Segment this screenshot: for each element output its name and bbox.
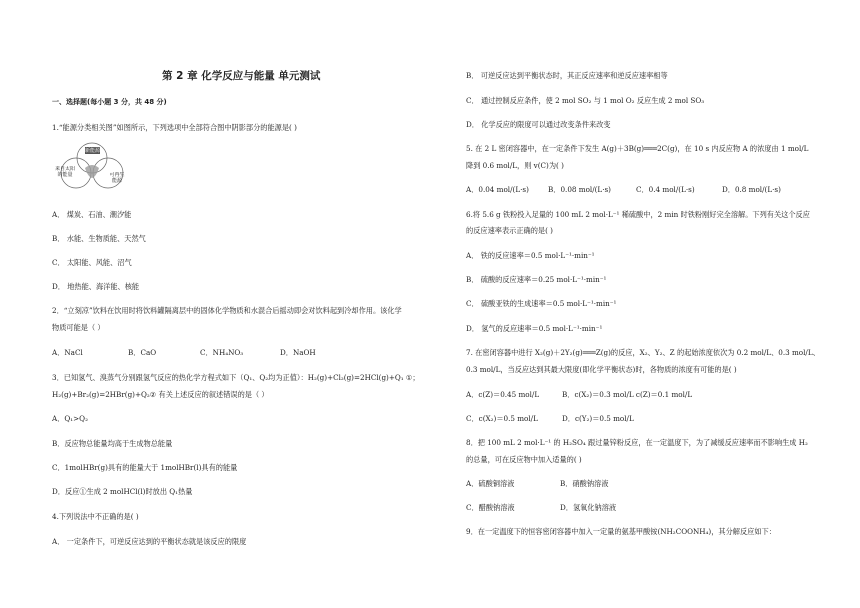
q3-option-b: B．反应物总能量均高于生成物总能量 — [52, 439, 173, 448]
q7-stem-line1: 7. 在密闭容器中进行 X₂(g)＋2Y₂(g)═══Z(g)的反应，X₂、Y₂、Z 的起始浓度依次为 0.2 mol/L、0.3 mol/L、 — [466, 348, 820, 357]
q4-stem: 4.下列说法中不正确的是( ) — [52, 512, 139, 521]
q5-option-a: A．0.04 mol/(L·s) — [466, 185, 529, 194]
q7-stem-line2: 0.3 mol/L，当反应达到其最大限度(即化学平衡状态)时，各物质的浓度有可能的是( ) — [466, 365, 737, 374]
q7-option-c: C．c(X₂)＝0.5 mol/L — [466, 414, 538, 423]
q1-option-a: A． 煤炭、石油、潮汐能 — [52, 210, 132, 219]
q3-option-d: D．反应①生成 2 molHCl(l)时放出 Q₁热量 — [52, 487, 193, 496]
q8-option-c: C．醋酸钠溶液 — [466, 503, 515, 512]
venn-label-renewable: 可再生能源 — [109, 172, 125, 184]
q1-option-b: B． 水能、生物质能、天然气 — [52, 234, 146, 243]
q3-stem-line2: H₂(g)+Br₂(g)=2HBr(g)+Q₂② 有关上述反应的叙述错误的是（ ） — [52, 390, 269, 399]
page-title: 第 2 章 化学反应与能量 单元测试 — [162, 70, 321, 82]
q7-option-d: D．c(Y₂)＝0.5 mol/L — [562, 414, 634, 423]
q6-stem-line2: 的反应速率表示正确的是( ) — [466, 226, 553, 235]
q9-stem: 9．在一定温度下的恒容密闭容器中加入一定量的氨基甲酸铵(NH₂COONH₄)，其分解反应如下： — [466, 527, 776, 536]
q5-option-c: C．0.4 mol/(L·s) — [636, 185, 695, 194]
q2-option-a: A．NaCl — [52, 348, 83, 357]
venn-label-solar: 来自太阳的能量 — [55, 166, 76, 178]
q1-stem: 1.“能源分类相关图”如图所示，下列选项中全部符合图中阴影部分的能源是( ) — [52, 123, 297, 132]
q8-stem-line2: 的总量，可在反应物中加入适量的( ) — [466, 455, 582, 464]
q6-option-a: A． 铁的反应速率＝0.5 mol·L⁻¹·min⁻¹ — [466, 251, 595, 260]
q4-option-c: C． 通过控制反应条件，使 2 mol SO₂ 与 1 mol O₂ 反应生成 2 mol SO₃ — [466, 96, 705, 105]
q5-option-b: B．0.08 mol/(L·s) — [548, 185, 611, 194]
q8-option-a: A．硫酸铜溶液 — [466, 479, 515, 488]
venn-label-new-energy: 新能源 — [84, 148, 101, 155]
q2-option-c: C．NH₄NO₃ — [200, 348, 244, 357]
q7-option-b: B．c(X₂)＝0.3 mol/L c(Z)＝0.1 mol/L — [562, 390, 693, 399]
q6-option-c: C． 硫酸亚铁的生成速率＝0.5 mol·L⁻¹·min⁻¹ — [466, 299, 617, 308]
q1-option-c: C． 太阳能、风能、沼气 — [52, 258, 132, 267]
q8-option-b: B．硝酸钠溶液 — [560, 479, 609, 488]
q6-option-d: D． 氢气的反应速率＝0.5 mol·L⁻¹·min⁻¹ — [466, 324, 603, 333]
q4-option-d: D． 化学反应的限度可以通过改变条件来改变 — [466, 120, 611, 129]
q3-option-a: A．Q₁>Q₂ — [52, 414, 88, 423]
q3-option-c: C．1molHBr(g)具有的能量大于 1molHBr(l)具有的能量 — [52, 463, 238, 472]
section-heading: 一、选择题(每小题 3 分，共 48 分) — [52, 98, 167, 106]
q2-stem-line2: 物质可能是（ ） — [52, 323, 105, 332]
q6-stem-line1: 6.将 5.6 g 铁粉投入足量的 100 mL 2 mol·L⁻¹ 稀硫酸中，2 min 时铁粉刚好完全溶解。下列有关这个反应 — [466, 210, 810, 219]
q8-stem-line1: 8．把 100 mL 2 mol·L⁻¹ 的 H₂SO₄ 跟过量锌粉反应，在一定温度下，为了减缓反应速率而不影响生成 H₂ — [466, 438, 808, 447]
q2-stem-line1: 2．“立刻凉”饮料在饮用时将饮料罐隔离层中的固体化学物质和水混合后摇动即会对饮料起到冷却作用。该化学 — [52, 306, 402, 315]
q5-stem-line2: 降到 0.6 mol/L，则 v(C)为( ) — [466, 161, 564, 170]
q7-option-a: A．c(Z)＝0.45 mol/L — [466, 390, 540, 399]
q4-option-b: B． 可逆反应达到平衡状态时，其正反应速率和逆反应速率相等 — [466, 71, 668, 80]
q6-option-b: B． 硫酸的反应速率＝0.25 mol·L⁻¹·min⁻¹ — [466, 275, 607, 284]
q2-option-b: B．CaO — [128, 348, 157, 357]
q5-option-d: D．0.8 mol/(L·s) — [722, 185, 781, 194]
energy-venn-diagram — [52, 142, 134, 194]
q3-stem-line1: 3．已知氢气、溴蒸气分别跟氢气反应的热化学方程式如下（Q₁、Q₂均为正值）：H₂(g)+Cl₂(g)=2HCl(g)+Q₁ ①； — [52, 373, 420, 382]
q8-option-d: D．氢氧化钠溶液 — [560, 503, 617, 512]
q4-option-a: A． 一定条件下，可逆反应达到的平衡状态就是该反应的限度 — [52, 537, 247, 546]
q5-stem-line1: 5. 在 2 L 密闭容器中，在一定条件下发生 A(g)＋3B(g)═══2C(g)，在 10 s 内反应物 A 的浓度由 1 mol/L — [466, 144, 809, 153]
q1-option-d: D． 地热能、海洋能、核能 — [52, 282, 140, 291]
q2-option-d: D．NaOH — [280, 348, 316, 357]
